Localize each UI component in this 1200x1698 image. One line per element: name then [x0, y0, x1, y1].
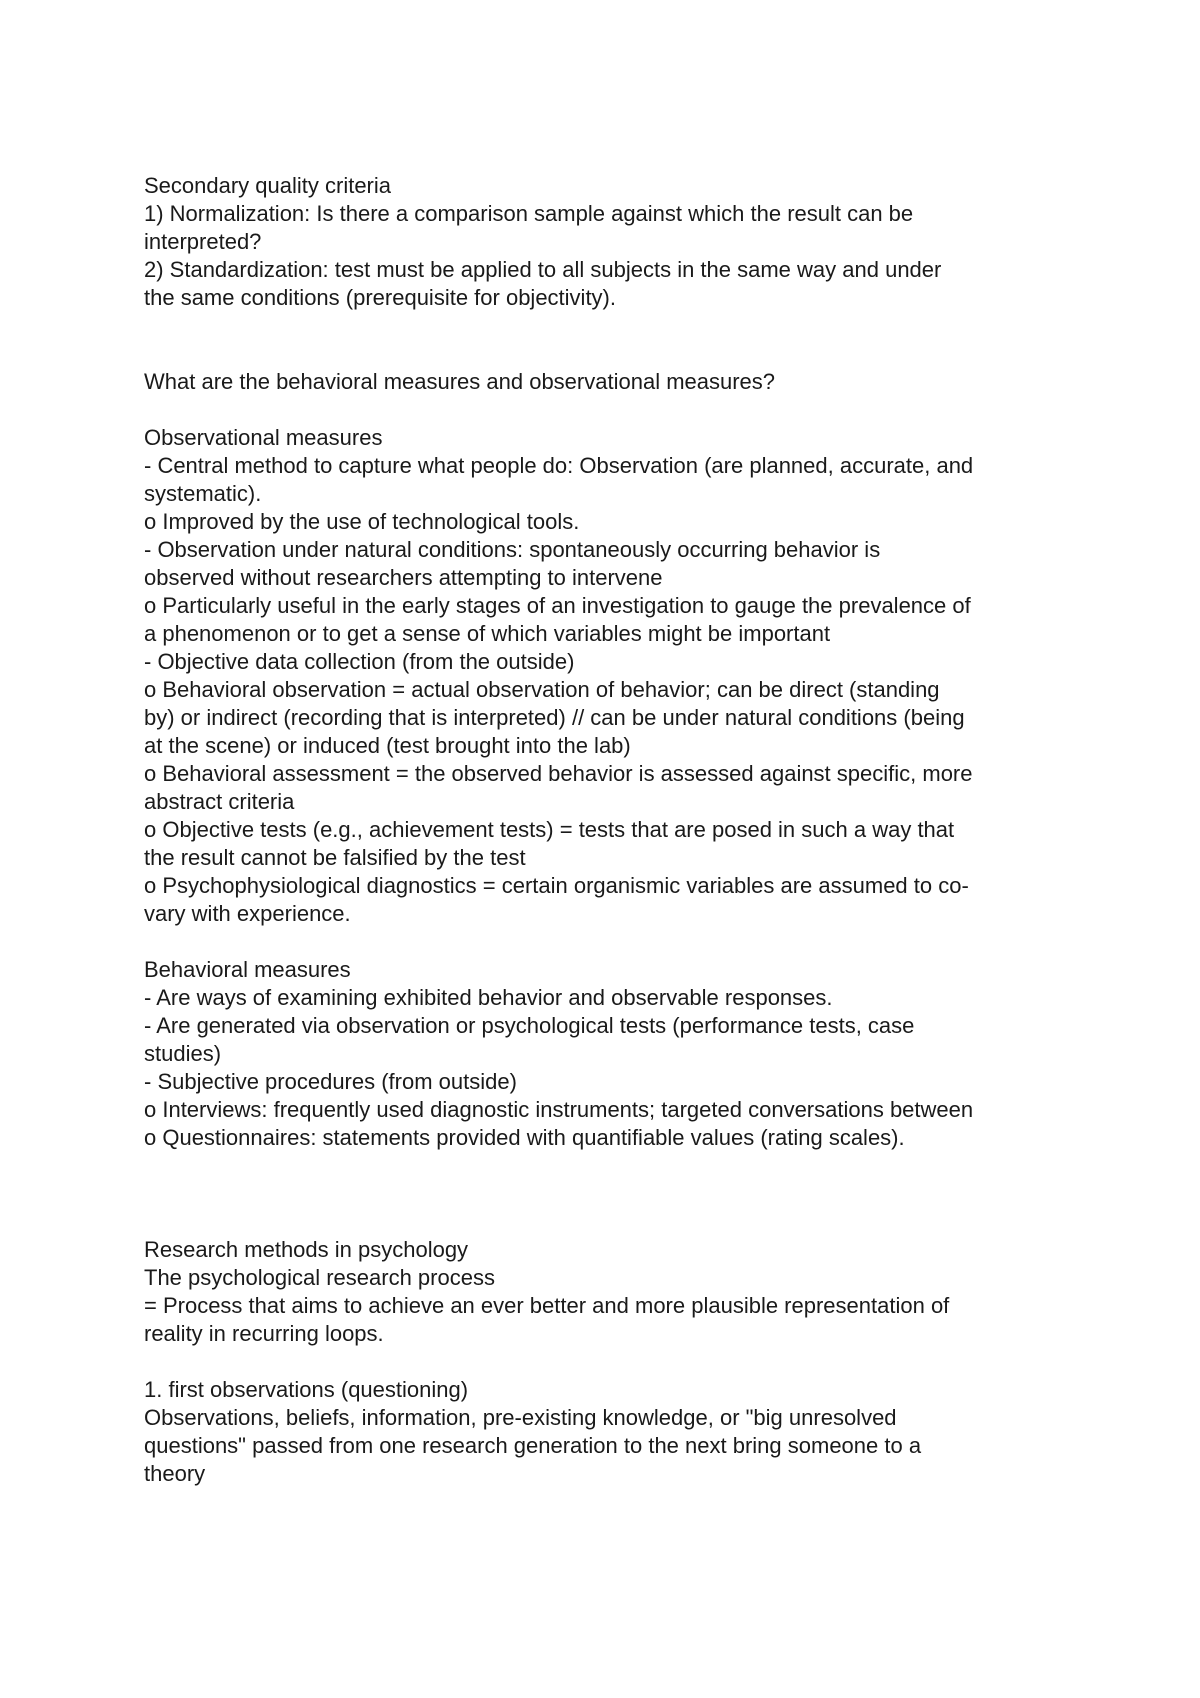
text-line: theory: [144, 1461, 206, 1486]
text-line: by) or indirect (recording that is interpreted) // can be under natural conditions (being: [144, 705, 965, 730]
text-line: o Psychophysiological diagnostics = certain organismic variables are assumed to co-: [144, 873, 969, 898]
text-line: - Are ways of examining exhibited behavior and observable responses.: [144, 985, 833, 1010]
text-line: vary with experience.: [144, 901, 351, 926]
text-line: o Objective tests (e.g., achievement tests) = tests that are posed in such a way that: [144, 817, 955, 842]
text-line: studies): [144, 1041, 222, 1066]
text-line: o Behavioral observation = actual observation of behavior; can be direct (standing: [144, 677, 940, 702]
spacer: [144, 1152, 1094, 1208]
text-line: questions" passed from one research generation to the next bring someone to a: [144, 1433, 922, 1458]
text-line: o Behavioral assessment = the observed behavior is assessed against specific, more: [144, 761, 973, 786]
section-heading-first-observations: 1. first observations (questioning): [144, 1377, 469, 1402]
text-line: - Central method to capture what people do: Observation (are planned, accurate, and: [144, 453, 974, 478]
text-line: - Objective data collection (from the outside): [144, 649, 575, 674]
text-line: observed without researchers attempting to intervene: [144, 565, 663, 590]
text-line: = Process that aims to achieve an ever better and more plausible representation of: [144, 1293, 950, 1318]
text-line: - Subjective procedures (from outside): [144, 1069, 517, 1094]
spacer: [144, 312, 1094, 368]
text-line: systematic).: [144, 481, 262, 506]
text-line: the same conditions (prerequisite for objectivity).: [144, 285, 616, 310]
text-line: Observations, beliefs, information, pre-existing knowledge, or "big unresolved: [144, 1405, 897, 1430]
section-heading-behavioral-measures: Behavioral measures: [144, 957, 351, 982]
section-heading-secondary-quality-criteria: Secondary quality criteria: [144, 173, 392, 198]
section-heading-observational-measures: Observational measures: [144, 425, 383, 450]
text-line: o Questionnaires: statements provided with quantifiable values (rating scales).: [144, 1125, 905, 1150]
text-line: at the scene) or induced (test brought into the lab): [144, 733, 631, 758]
text-line: o Particularly useful in the early stages of an investigation to gauge the prevalence of: [144, 593, 971, 618]
question-heading: What are the behavioral measures and observational measures?: [144, 369, 776, 394]
text-line: - Are generated via observation or psychological tests (performance tests, case: [144, 1013, 915, 1038]
text-line: o Improved by the use of technological tools.: [144, 509, 580, 534]
text-line: a phenomenon or to get a sense of which variables might be important: [144, 621, 831, 646]
spacer: [144, 928, 1094, 956]
spacer: [144, 1208, 1094, 1236]
spacer: [144, 396, 1094, 424]
subheading-research-process: The psychological research process: [144, 1265, 495, 1290]
text-line: 2) Standardization: test must be applied to all subjects in the same way and under: [144, 257, 942, 282]
text-line: abstract criteria: [144, 789, 295, 814]
spacer: [144, 1348, 1094, 1376]
text-line: 1) Normalization: Is there a comparison sample against which the result can be: [144, 201, 914, 226]
section-heading-research-methods: Research methods in psychology: [144, 1237, 469, 1262]
text-line: interpreted?: [144, 229, 262, 254]
text-line: o Interviews: frequently used diagnostic instruments; targeted conversations between: [144, 1097, 974, 1122]
text-line: - Observation under natural conditions: spontaneously occurring behavior is: [144, 537, 881, 562]
document-body: [144, 172, 1094, 1488]
text-line: reality in recurring loops.: [144, 1321, 384, 1346]
text-line: the result cannot be falsified by the test: [144, 845, 526, 870]
